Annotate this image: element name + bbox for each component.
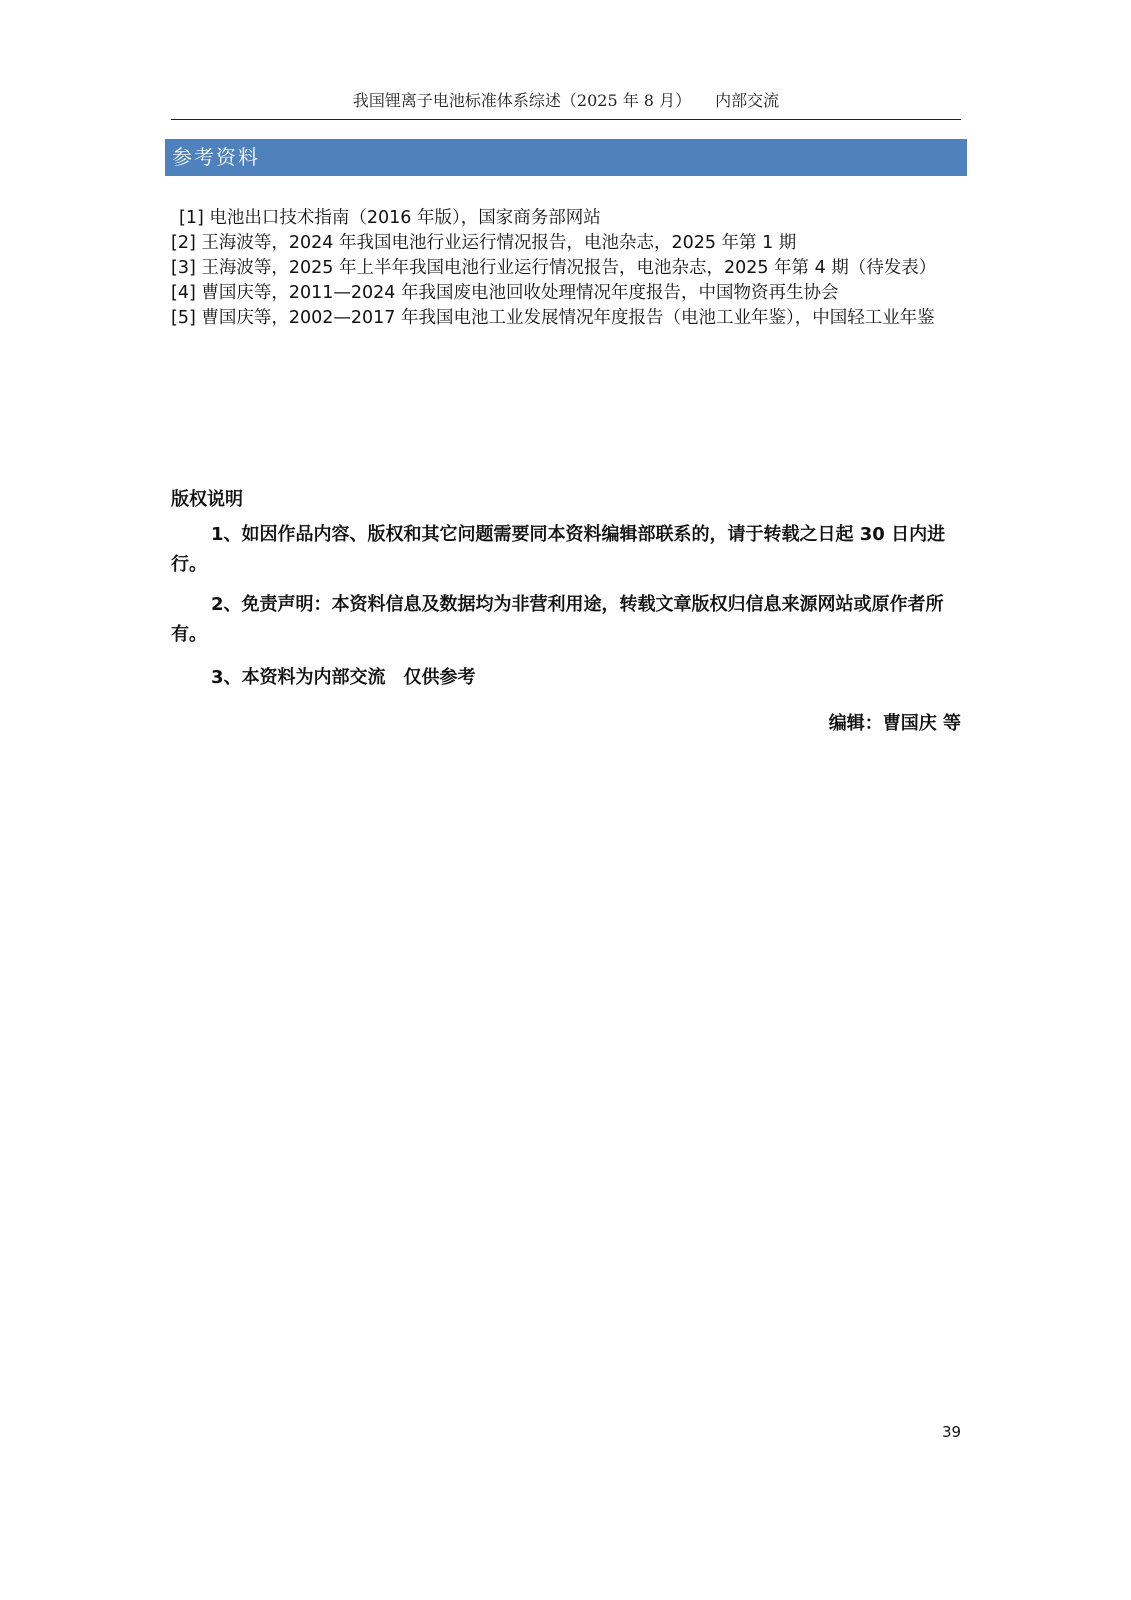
internal-use-paragraph: 3、本资料为内部交流 仅供参考 <box>211 667 476 688</box>
copyright-title: 版权说明 <box>171 489 243 510</box>
reference-list <box>171 206 961 331</box>
document-title: 我国锂离子电池标准体系综述（2025 年 8 月） <box>352 91 692 110</box>
references-heading: 参考资料 <box>165 139 967 176</box>
reference-item: [4] 曹国庆等，2011—2024 年我国废电池回收处理情况年度报告，中国物资再生协会 <box>171 283 839 303</box>
reference-item: [1] 电池出口技术指南（2016 年版），国家商务部网站 <box>179 208 601 228</box>
internal-tag: 内部交流 <box>715 91 780 110</box>
page-number: 39 <box>942 1423 962 1441</box>
editor-credit: 编辑：曹国庆 等 <box>828 713 961 734</box>
page-header <box>171 86 961 120</box>
reference-item: [5] 曹国庆等，2002—2017 年我国电池工业发展情况年度报告（电池工业年鉴），中国轻工业年鉴 <box>171 308 935 328</box>
reference-item: [3] 王海波等，2025 年上半年我国电池行业运行情况报告，电池杂志，2025 年第 4 期（待发表） <box>171 258 937 278</box>
disclaimer-paragraph: 2、免责声明：本资料信息及数据均为非营利用途，转载文章版权归信息来源网站或原作者所有。 <box>171 594 944 645</box>
copyright-paragraph: 1、如因作品内容、版权和其它问题需要同本资料编辑部联系的，请于转载之日起 30 日内进行。 <box>171 524 946 575</box>
reference-item: [2] 王海波等，2024 年我国电池行业运行情况报告，电池杂志，2025 年第 1 期 <box>171 233 797 253</box>
